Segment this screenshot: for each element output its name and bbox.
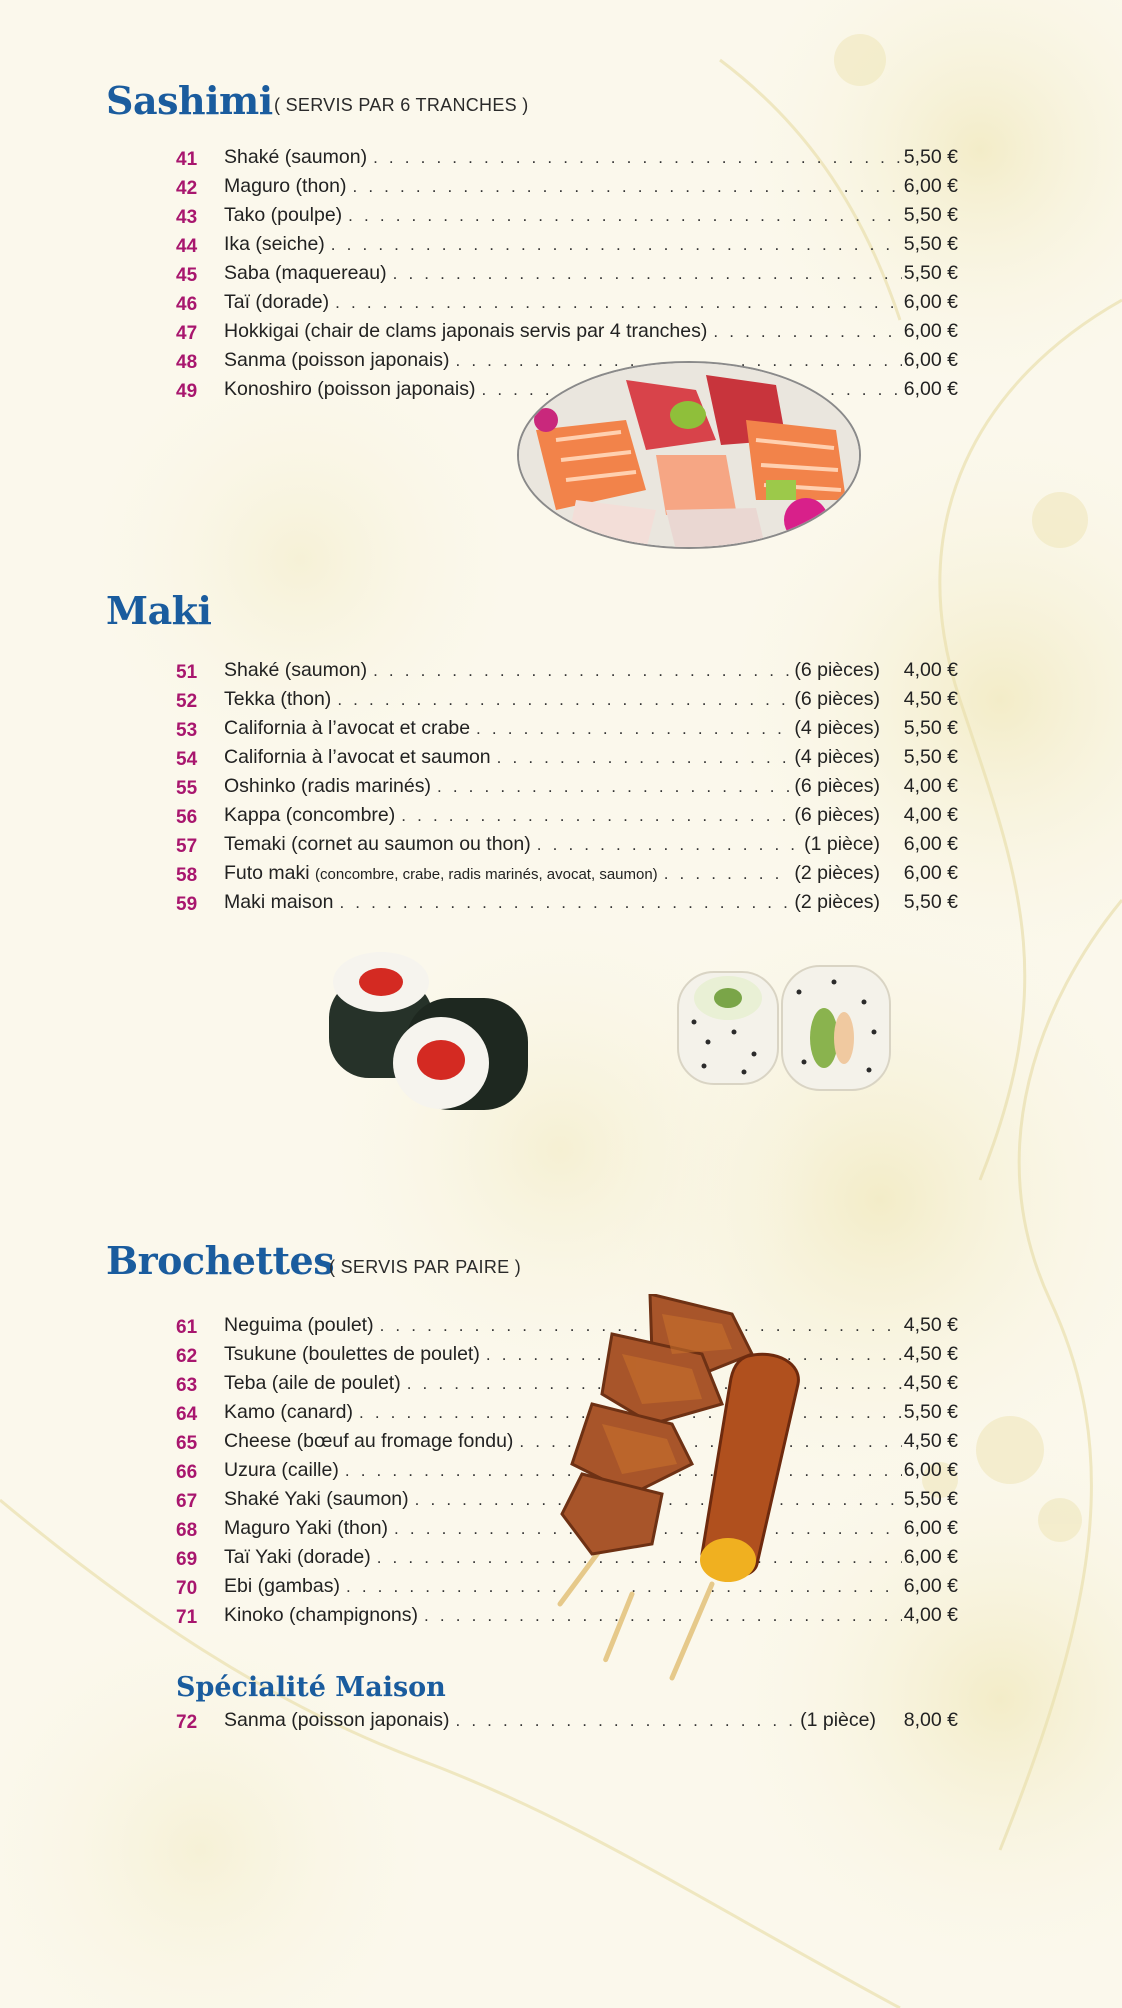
menu-item-53 bbox=[176, 717, 958, 746]
leader-dots bbox=[373, 148, 902, 168]
item-price: 4,50 € bbox=[903, 1343, 958, 1365]
item-quantity: (1 pièce) bbox=[800, 1709, 876, 1731]
item-number: 58 bbox=[176, 865, 198, 886]
item-number: 71 bbox=[176, 1607, 198, 1628]
item-number: 44 bbox=[176, 236, 198, 257]
item-name: Shaké (saumon) bbox=[224, 146, 368, 168]
item-number: 41 bbox=[176, 149, 198, 170]
leader-dots bbox=[537, 835, 802, 855]
item-quantity: (2 pièces) bbox=[794, 862, 880, 884]
brochettes-note: ( SERVIS PAR PAIRE ) bbox=[329, 1257, 522, 1277]
item-number: 70 bbox=[176, 1578, 198, 1599]
item-price: 4,00 € bbox=[903, 659, 958, 681]
item-detail: (concombre, crabe, radis marinés, avocat, saumon) bbox=[315, 866, 658, 883]
leader-dots bbox=[339, 893, 792, 913]
tuna-maki-photo bbox=[326, 938, 532, 1116]
item-name: Ebi (gambas) bbox=[224, 1575, 340, 1597]
leader-dots bbox=[373, 661, 792, 681]
menu-item-72 bbox=[176, 1709, 958, 1738]
item-price: 5,50 € bbox=[903, 1488, 958, 1510]
item-price: 5,50 € bbox=[903, 717, 958, 739]
item-number: 59 bbox=[176, 894, 198, 915]
menu-item-54 bbox=[176, 746, 958, 775]
menu-item-41 bbox=[176, 146, 958, 175]
item-name: Kinoko (champignons) bbox=[224, 1604, 419, 1626]
brochettes-title: Brochettes bbox=[106, 1238, 335, 1283]
item-name: Shaké Yaki (saumon) bbox=[224, 1488, 409, 1510]
item-number: 72 bbox=[176, 1712, 198, 1733]
item-price: 6,00 € bbox=[903, 862, 958, 884]
item-quantity: (4 pièces) bbox=[794, 746, 880, 768]
item-price: 4,00 € bbox=[903, 804, 958, 826]
item-price: 8,00 € bbox=[903, 1709, 958, 1731]
item-quantity: (1 pièce) bbox=[804, 833, 880, 855]
item-price: 6,00 € bbox=[903, 1517, 958, 1539]
item-number: 62 bbox=[176, 1346, 198, 1367]
item-price: 5,50 € bbox=[903, 233, 958, 255]
item-number: 54 bbox=[176, 749, 198, 770]
item-price: 6,00 € bbox=[903, 349, 958, 371]
item-name: Taï Yaki (dorade) bbox=[224, 1546, 371, 1568]
item-name: Maki maison bbox=[224, 891, 334, 913]
item-quantity: (6 pièces) bbox=[794, 775, 880, 797]
item-number: 55 bbox=[176, 778, 198, 799]
item-number: 66 bbox=[176, 1462, 198, 1483]
item-quantity: (2 pièces) bbox=[794, 891, 880, 913]
item-name: Oshinko (radis marinés) bbox=[224, 775, 431, 797]
specialite-title: Spécialité Maison bbox=[176, 1672, 446, 1703]
menu-item-59 bbox=[176, 891, 958, 920]
menu-item-44 bbox=[176, 233, 958, 262]
item-number: 63 bbox=[176, 1375, 198, 1396]
item-number: 53 bbox=[176, 720, 198, 741]
item-name: California à l’avocat et saumon bbox=[224, 746, 491, 768]
item-number: 47 bbox=[176, 323, 198, 344]
item-name: Sanma (poisson japonais) bbox=[224, 349, 450, 371]
item-number: 57 bbox=[176, 836, 198, 857]
item-price: 6,00 € bbox=[903, 175, 958, 197]
item-price: 6,00 € bbox=[903, 320, 958, 342]
item-price: 4,50 € bbox=[903, 1314, 958, 1336]
sashimi-title: Sashimi bbox=[106, 78, 273, 123]
item-price: 4,50 € bbox=[903, 1430, 958, 1452]
california-maki-photo bbox=[674, 962, 896, 1098]
item-name: Kamo (canard) bbox=[224, 1401, 353, 1423]
menu-item-47 bbox=[176, 320, 958, 349]
item-name: Kappa (concombre) bbox=[224, 804, 396, 826]
item-number: 42 bbox=[176, 178, 198, 199]
item-name: Teba (aile de poulet) bbox=[224, 1372, 401, 1394]
item-quantity: (6 pièces) bbox=[794, 804, 880, 826]
item-price: 6,00 € bbox=[903, 291, 958, 313]
leader-dots bbox=[455, 1711, 798, 1731]
item-price: 5,50 € bbox=[903, 746, 958, 768]
item-name: Cheese (bœuf au fromage fondu) bbox=[224, 1430, 514, 1452]
item-number: 51 bbox=[176, 662, 198, 683]
specialite-list bbox=[176, 1709, 958, 1738]
item-price: 4,00 € bbox=[903, 1604, 958, 1626]
menu-item-51 bbox=[176, 659, 958, 688]
item-price: 5,50 € bbox=[903, 891, 958, 913]
menu-item-45 bbox=[176, 262, 958, 291]
item-name: Saba (maquereau) bbox=[224, 262, 387, 284]
item-price: 4,50 € bbox=[903, 1372, 958, 1394]
leader-dots bbox=[713, 322, 901, 342]
item-number: 49 bbox=[176, 381, 198, 402]
menu-item-46 bbox=[176, 291, 958, 320]
item-number: 68 bbox=[176, 1520, 198, 1541]
item-name: Shaké (saumon) bbox=[224, 659, 368, 681]
item-name: Taï (dorade) bbox=[224, 291, 330, 313]
menu-item-52 bbox=[176, 688, 958, 717]
leader-dots bbox=[393, 264, 902, 284]
item-name: Sanma (poisson japonais) bbox=[224, 1709, 450, 1731]
leader-dots bbox=[437, 777, 792, 797]
leader-dots bbox=[476, 719, 792, 739]
item-name: Tekka (thon) bbox=[224, 688, 332, 710]
leader-dots bbox=[337, 690, 792, 710]
menu-item-43 bbox=[176, 204, 958, 233]
item-name: Tako (poulpe) bbox=[224, 204, 343, 226]
item-name: Hokkigai (chair de clams japonais servis par 4 tranches) bbox=[224, 320, 708, 342]
item-name: Konoshiro (poisson japonais) bbox=[224, 378, 476, 400]
item-number: 61 bbox=[176, 1317, 198, 1338]
item-price: 5,50 € bbox=[903, 1401, 958, 1423]
item-number: 64 bbox=[176, 1404, 198, 1425]
item-quantity: (6 pièces) bbox=[794, 659, 880, 681]
item-number: 43 bbox=[176, 207, 198, 228]
item-number: 69 bbox=[176, 1549, 198, 1570]
item-name: Maguro (thon) bbox=[224, 175, 347, 197]
sashimi-platter-photo bbox=[516, 360, 862, 550]
menu-item-57 bbox=[176, 833, 958, 862]
item-quantity: (4 pièces) bbox=[794, 717, 880, 739]
item-name: Maguro Yaki (thon) bbox=[224, 1517, 389, 1539]
item-price: 5,50 € bbox=[903, 146, 958, 168]
leader-dots bbox=[497, 748, 793, 768]
item-name: Ika (seiche) bbox=[224, 233, 325, 255]
menu-item-56 bbox=[176, 804, 958, 833]
item-number: 52 bbox=[176, 691, 198, 712]
item-price: 6,00 € bbox=[903, 1546, 958, 1568]
menu-item-55 bbox=[176, 775, 958, 804]
leader-dots bbox=[335, 293, 902, 313]
menu-item-58 bbox=[176, 862, 958, 891]
item-name-text: Futo maki bbox=[224, 862, 310, 884]
item-number: 56 bbox=[176, 807, 198, 828]
item-quantity: (6 pièces) bbox=[794, 688, 880, 710]
leader-dots bbox=[352, 177, 901, 197]
maki-title: Maki bbox=[106, 588, 212, 633]
sashimi-note: ( SERVIS PAR 6 TRANCHES ) bbox=[274, 95, 529, 115]
yakitori-skewers-photo bbox=[552, 1294, 864, 1684]
item-number: 48 bbox=[176, 352, 198, 373]
item-price: 5,50 € bbox=[903, 262, 958, 284]
item-name: Temaki (cornet au saumon ou thon) bbox=[224, 833, 531, 855]
item-price: 4,00 € bbox=[903, 775, 958, 797]
leader-dots bbox=[348, 206, 902, 226]
item-price: 5,50 € bbox=[903, 204, 958, 226]
item-price: 6,00 € bbox=[903, 833, 958, 855]
leader-dots bbox=[401, 806, 792, 826]
item-name: Uzura (caille) bbox=[224, 1459, 339, 1481]
item-price: 6,00 € bbox=[903, 1459, 958, 1481]
item-name: Tsukune (boulettes de poulet) bbox=[224, 1343, 480, 1365]
item-number: 65 bbox=[176, 1433, 198, 1454]
menu-item-42 bbox=[176, 175, 958, 204]
item-name bbox=[224, 862, 664, 885]
item-number: 45 bbox=[176, 265, 198, 286]
item-number: 67 bbox=[176, 1491, 198, 1512]
item-name: Neguima (poulet) bbox=[224, 1314, 374, 1336]
item-price: 4,50 € bbox=[903, 688, 958, 710]
leader-dots bbox=[664, 864, 793, 884]
item-price: 6,00 € bbox=[903, 1575, 958, 1597]
leader-dots bbox=[331, 235, 902, 255]
maki-list bbox=[176, 659, 958, 920]
item-name: California à l’avocat et crabe bbox=[224, 717, 471, 739]
item-price: 6,00 € bbox=[903, 378, 958, 400]
item-number: 46 bbox=[176, 294, 198, 315]
